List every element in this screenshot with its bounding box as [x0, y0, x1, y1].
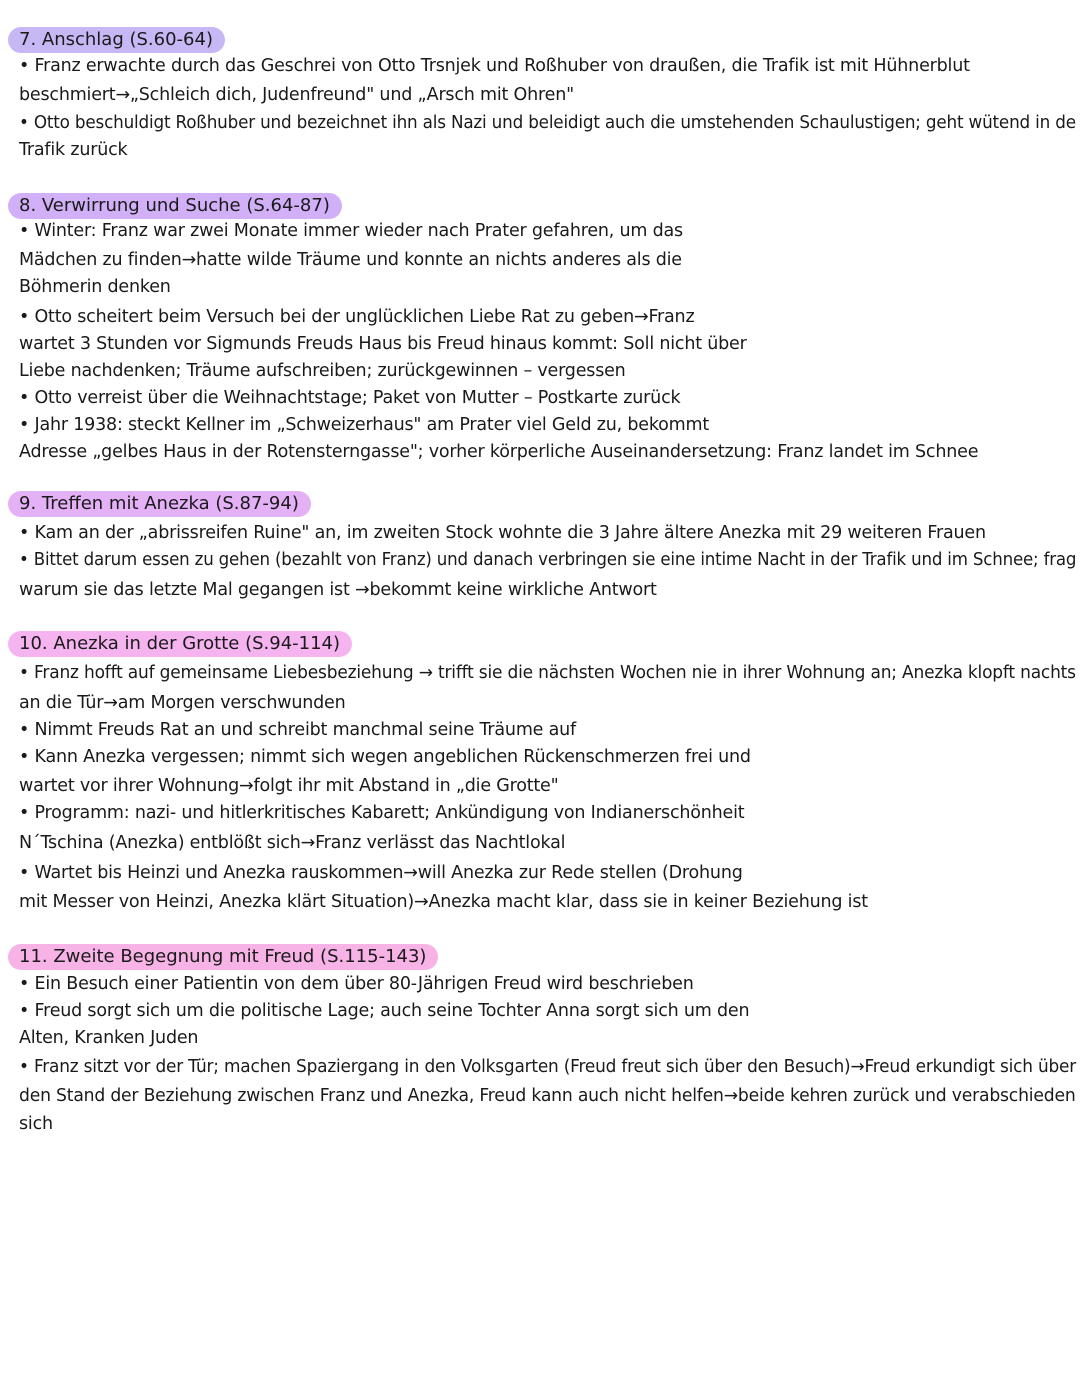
text-line: sich: [19, 1114, 53, 1134]
text-line: • Franz sitzt vor der Tür; machen Spaziergang in den Volksgarten (Freud freut sich über den Besuch)→Freud erkundigt sich über: [19, 1057, 1077, 1077]
text-line: • Programm: nazi- und hitlerkritisches Kabarett; Ankündigung von Indianerschönheit: [19, 803, 745, 823]
text-line: warum sie das letzte Mal gegangen ist →bekommt keine wirkliche Antwort: [19, 580, 657, 600]
text-line: wartet vor ihrer Wohnung→folgt ihr mit Abstand in „die Grotte": [19, 776, 559, 796]
section-heading: 9. Treffen mit Anezka (S.87-94): [8, 491, 311, 517]
section-heading: 11. Zweite Begegnung mit Freud (S.115-143): [8, 944, 438, 970]
text-line: an die Tür→am Morgen verschwunden: [19, 693, 346, 713]
text-line: • Otto beschuldigt Roßhuber und bezeichnet ihn als Nazi und beleidigt auch die umstehenden Schaulustigen; geht wütend in de: [19, 113, 1076, 133]
text-line: • Kam an der „abrissreifen Ruine" an, im zweiten Stock wohnte die 3 Jahre ältere Anezka mit 29 weiteren Frauen: [19, 523, 986, 543]
text-line: beschmiert→„Schleich dich, Judenfreund" und „Arsch mit Ohren": [19, 85, 574, 105]
text-line: Mädchen zu finden→hatte wilde Träume und konnte an nichts anderes als die: [19, 250, 682, 270]
text-line: Adresse „gelbes Haus in der Rotensterngasse"; vorher körperliche Auseinandersetzung: Franz landet im Schnee: [19, 442, 979, 462]
text-line: • Jahr 1938: steckt Kellner im „Schweizerhaus" am Prater viel Geld zu, bekommt: [19, 415, 710, 435]
text-line: • Otto scheitert beim Versuch bei der unglücklichen Liebe Rat zu geben→Franz: [19, 307, 695, 327]
text-line: Alten, Kranken Juden: [19, 1028, 199, 1048]
text-line: • Nimmt Freuds Rat an und schreibt manchmal seine Träume auf: [19, 720, 576, 740]
text-line: Böhmerin denken: [19, 277, 171, 297]
text-line: • Wartet bis Heinzi und Anezka rauskommen→will Anezka zur Rede stellen (Drohung: [19, 863, 743, 883]
text-line: • Franz hofft auf gemeinsame Liebesbeziehung → trifft sie die nächsten Wochen nie in ihrer Wohnung an; Anezka klopft nachts: [19, 663, 1076, 683]
text-line: Trafik zurück: [19, 140, 128, 160]
text-line: • Ein Besuch einer Patientin von dem über 80-Jährigen Freud wird beschrieben: [19, 974, 694, 994]
text-line: mit Messer von Heinzi, Anezka klärt Situation)→Anezka macht klar, dass sie in keiner Beziehung ist: [19, 892, 868, 912]
text-line: • Bittet darum essen zu gehen (bezahlt von Franz) und danach verbringen sie eine intime Nacht in der Trafik und im Schnee; frag: [19, 550, 1077, 570]
text-line: wartet 3 Stunden vor Sigmunds Freuds Haus bis Freud hinaus kommt: Soll nicht über: [19, 334, 747, 354]
text-line: den Stand der Beziehung zwischen Franz und Anezka, Freud kann auch nicht helfen→beide kehren zurück und verabschieden: [19, 1086, 1076, 1106]
text-line: N´Tschina (Anezka) entblößt sich→Franz verlässt das Nachtlokal: [19, 833, 566, 853]
text-line: • Winter: Franz war zwei Monate immer wieder nach Prater gefahren, um das: [19, 221, 683, 241]
text-line: Liebe nachdenken; Träume aufschreiben; zurückgewinnen – vergessen: [19, 361, 626, 381]
section-heading: 10. Anezka in der Grotte (S.94-114): [8, 631, 352, 657]
text-line: • Kann Anezka vergessen; nimmt sich wegen angeblichen Rückenschmerzen frei und: [19, 747, 751, 767]
text-line: • Freud sorgt sich um die politische Lage; auch seine Tochter Anna sorgt sich um den: [19, 1001, 750, 1021]
text-line: • Franz erwachte durch das Geschrei von Otto Trsnjek und Roßhuber von draußen, die Trafik ist mit Hühnerblut: [19, 56, 970, 76]
section-heading: 7. Anschlag (S.60-64): [8, 27, 225, 53]
text-line: • Otto verreist über die Weihnachtstage; Paket von Mutter – Postkarte zurück: [19, 388, 681, 408]
section-heading: 8. Verwirrung und Suche (S.64-87): [8, 193, 342, 219]
